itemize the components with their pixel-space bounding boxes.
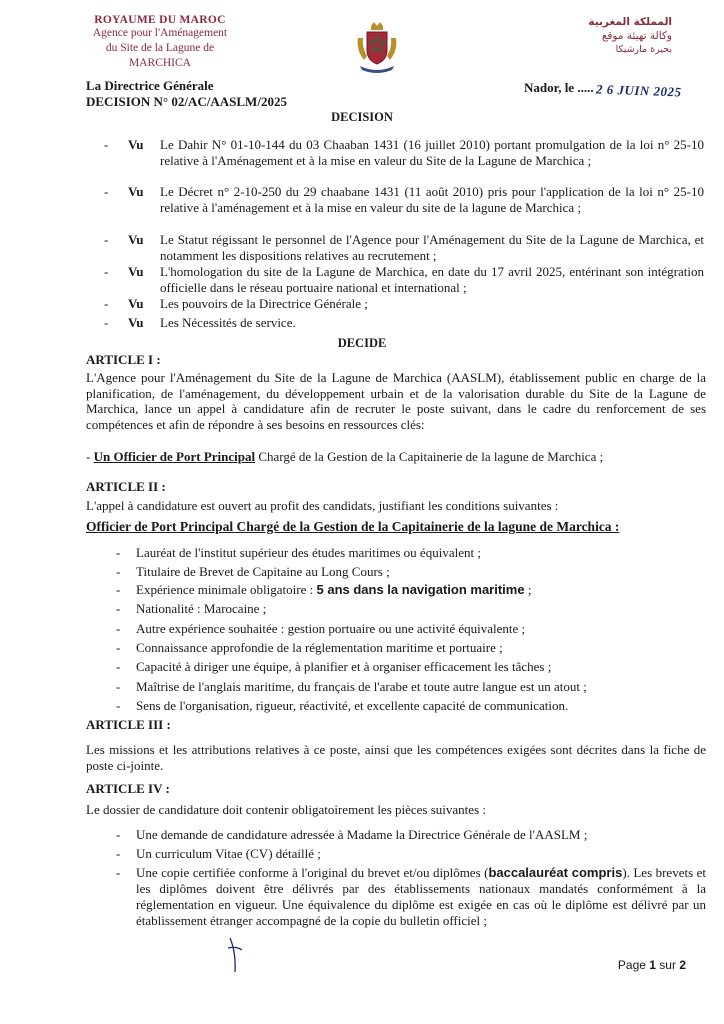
decide-heading: DECIDE: [337, 336, 387, 350]
vu-dash: -: [104, 137, 109, 152]
page-current: 1: [649, 958, 656, 972]
document-item: [116, 846, 706, 862]
condition-item: [116, 545, 706, 561]
condition-text-end: ;: [524, 582, 532, 597]
header-right-block: [552, 16, 672, 55]
issuer-title: La Directrice Générale: [86, 78, 214, 93]
condition-dash: -: [116, 582, 121, 597]
article-1-title: ARTICLE I :: [86, 352, 161, 367]
condition-dash: -: [116, 659, 121, 674]
vu-item: [104, 296, 704, 312]
article-4-intro: Le dossier de candidature doit contenir obligatoirement les pièces suivantes :: [86, 802, 486, 817]
vu-dash: -: [104, 315, 109, 330]
document-text-end: ). Les brevets et les diplômes doivent être délivrés par des établissements nationaux mandatés conformément à la réglementation en vigueur. Une équivalence du diplôme est exigée en cas où le diplôme est délivré par un établissement étranger accompagné de la copie du bulletin officiel ;: [136, 865, 706, 928]
moroccan-coat-of-arms-icon: [354, 20, 400, 74]
agency-name-line-2: du Site de la Lagune de: [105, 42, 215, 54]
article-2-title: ARTICLE II :: [86, 479, 166, 494]
condition-item: [116, 679, 706, 695]
condition-item: [116, 601, 706, 617]
place-label: Nador, le .....: [524, 80, 594, 95]
decision-number: DECISION N° 02/AC/AASLM/2025: [86, 94, 287, 109]
condition-text-bold: 5 ans dans la navigation maritime: [316, 582, 525, 597]
vu-item: [104, 137, 704, 168]
page-mid: sur: [655, 958, 680, 972]
condition-dash: -: [116, 679, 121, 694]
page-prefix: Page: [617, 958, 650, 972]
condition-item: [116, 621, 706, 637]
vu-dash: -: [104, 296, 109, 311]
condition-dash: -: [116, 621, 121, 636]
condition-item: [116, 582, 706, 598]
article-2-intro: L'appel à candidature est ouvert au profit des candidats, justifiant les conditions suivantes :: [86, 498, 559, 513]
post-dash: -: [86, 449, 94, 464]
kingdom-label: ROYAUME DU MAROC: [94, 14, 226, 26]
vu-item: [104, 315, 704, 331]
vu-text: Le Statut régissant le personnel de l'Agence pour l'Aménagement du Site de la Lagune de Marchica, et notamment les dispositions relatives au recrutement ;: [160, 232, 704, 263]
vu-item: [104, 264, 704, 295]
vu-dash: -: [104, 232, 109, 247]
vu-label: Vu: [128, 296, 144, 311]
vu-text: Le Dahir N° 01-10-144 du 03 Chaaban 1431 (16 juillet 2010) portant promulgation de la loi n° 25-10 relative à l'Aménagement et à la mise en valeur du Site de la Lagune de Marchica ;: [160, 137, 704, 168]
condition-text: Titulaire de Brevet de Capitaine au Long Cours ;: [136, 564, 390, 579]
article-1-post-line: [86, 449, 706, 465]
article-3-title: ARTICLE III :: [86, 717, 171, 732]
article-3-body: Les missions et les attributions relatives à ce poste, ainsi que les compétences exigées sont décrites dans la fiche de poste ci-jointe.: [86, 742, 706, 773]
document-text: Un curriculum Vitae (CV) détaillé ;: [136, 846, 321, 861]
post-title-bold: Un Officier de Port Principal: [93, 449, 256, 464]
lagoon-name-arabic: بحيرة مارشيكا: [615, 44, 672, 55]
condition-dash: -: [116, 601, 121, 616]
document-item: [116, 865, 706, 929]
condition-text: Sens de l'organisation, rigueur, réactivité, et excellente capacité de communication.: [136, 698, 569, 713]
kingdom-label-arabic: المملكة المغربية: [588, 16, 672, 28]
date-stamp: 2 6 JUIN 2025: [595, 81, 682, 100]
condition-text: Maîtrise de l'anglais maritime, du français de l'arabe et toute autre langue est un atout ;: [136, 679, 587, 694]
condition-dash: -: [116, 640, 121, 655]
document-text: [136, 865, 706, 929]
vu-text: Le Décret n° 2-10-250 du 29 chaabane 1431 (11 août 2010) pris pour l'application de la loi n° 25-10 relative à l'aménagement et à la mise en valeur du site de la lagune de Marchica ;: [160, 184, 704, 215]
vu-text: L'homologation du site de la Lagune de Marchica, en date du 17 avril 2025, entérinant son intégration officielle dans le réseau portuaire national et international ;: [160, 264, 704, 295]
condition-item: [116, 640, 706, 656]
page-number: [618, 958, 686, 972]
condition-item: [116, 659, 706, 675]
vu-label: Vu: [128, 264, 144, 279]
vu-label: Vu: [128, 137, 144, 152]
condition-text: Nationalité : Marocaine ;: [136, 601, 267, 616]
article-1-body: L'Agence pour l'Aménagement du Site de la Lagune de Marchica (AASLM), établissement public en charge de la planification, de l'aménagement, du développement urbain et de la valorisation durable du Site de la Lagune de Marchica, lance un appel à candidature afin de recruter le poste suivant, dans le cadre du renforcement de ses compétences et afin de répondre à ses besoins en ressources clés:: [86, 370, 706, 432]
post-title-rest: Chargé de la Gestion de la Capitainerie de la lagune de Marchica ;: [255, 449, 604, 464]
document-text: Une demande de candidature adressée à Madame la Directrice Générale de l'AASLM ;: [136, 827, 588, 842]
vu-text: Les Nécessités de service.: [160, 315, 296, 330]
vu-text: Les pouvoirs de la Directrice Générale ;: [160, 296, 368, 311]
agency-name-arabic: وكالة تهيئة موقع: [601, 30, 672, 42]
condition-text: [136, 582, 706, 598]
article-4-title: ARTICLE IV :: [86, 781, 170, 796]
condition-text: Autre expérience souhaitée : gestion portuaire ou une activité équivalente ;: [136, 621, 526, 636]
agency-name-line-3: MARCHICA: [129, 57, 191, 69]
condition-item: [116, 564, 706, 580]
document-dash: -: [116, 846, 121, 861]
vu-dash: -: [104, 264, 109, 279]
vu-label: Vu: [128, 315, 144, 330]
header-left-block: [60, 14, 260, 71]
vu-item: [104, 232, 704, 263]
condition-dash: -: [116, 545, 121, 560]
condition-text-start: Expérience minimale obligatoire :: [136, 582, 317, 597]
condition-text: Capacité à diriger une équipe, à planifier et à organiser efficacement les tâches ;: [136, 659, 552, 674]
condition-text: Connaissance approfondie de la réglementation maritime et portuaire ;: [136, 640, 503, 655]
article-2-post-title: Officier de Port Principal Chargé de la Gestion de la Capitainerie de la lagune de Marchica :: [86, 519, 620, 534]
condition-text: Lauréat de l'institut supérieur des études maritimes ou équivalent ;: [136, 545, 481, 560]
condition-dash: -: [116, 564, 121, 579]
vu-item: [104, 184, 704, 215]
document-dash: -: [116, 827, 121, 842]
page-total: 2: [679, 958, 686, 972]
condition-dash: -: [116, 698, 121, 713]
vu-label: Vu: [128, 184, 144, 199]
decision-heading: DECISION: [331, 110, 393, 124]
vu-dash: -: [104, 184, 109, 199]
document-item: [116, 827, 706, 843]
document-text-start: Une copie certifiée conforme à l'original du brevet et/ou diplômes (: [136, 865, 489, 880]
document-dash: -: [116, 865, 121, 880]
condition-item: [116, 698, 706, 714]
initials-mark-icon: [226, 934, 246, 974]
agency-name-line-1: Agence pour l'Aménagement: [92, 27, 228, 39]
document-text-bold: baccalauréat compris: [488, 865, 623, 880]
vu-label: Vu: [128, 232, 144, 247]
issuer-block: [86, 78, 287, 110]
